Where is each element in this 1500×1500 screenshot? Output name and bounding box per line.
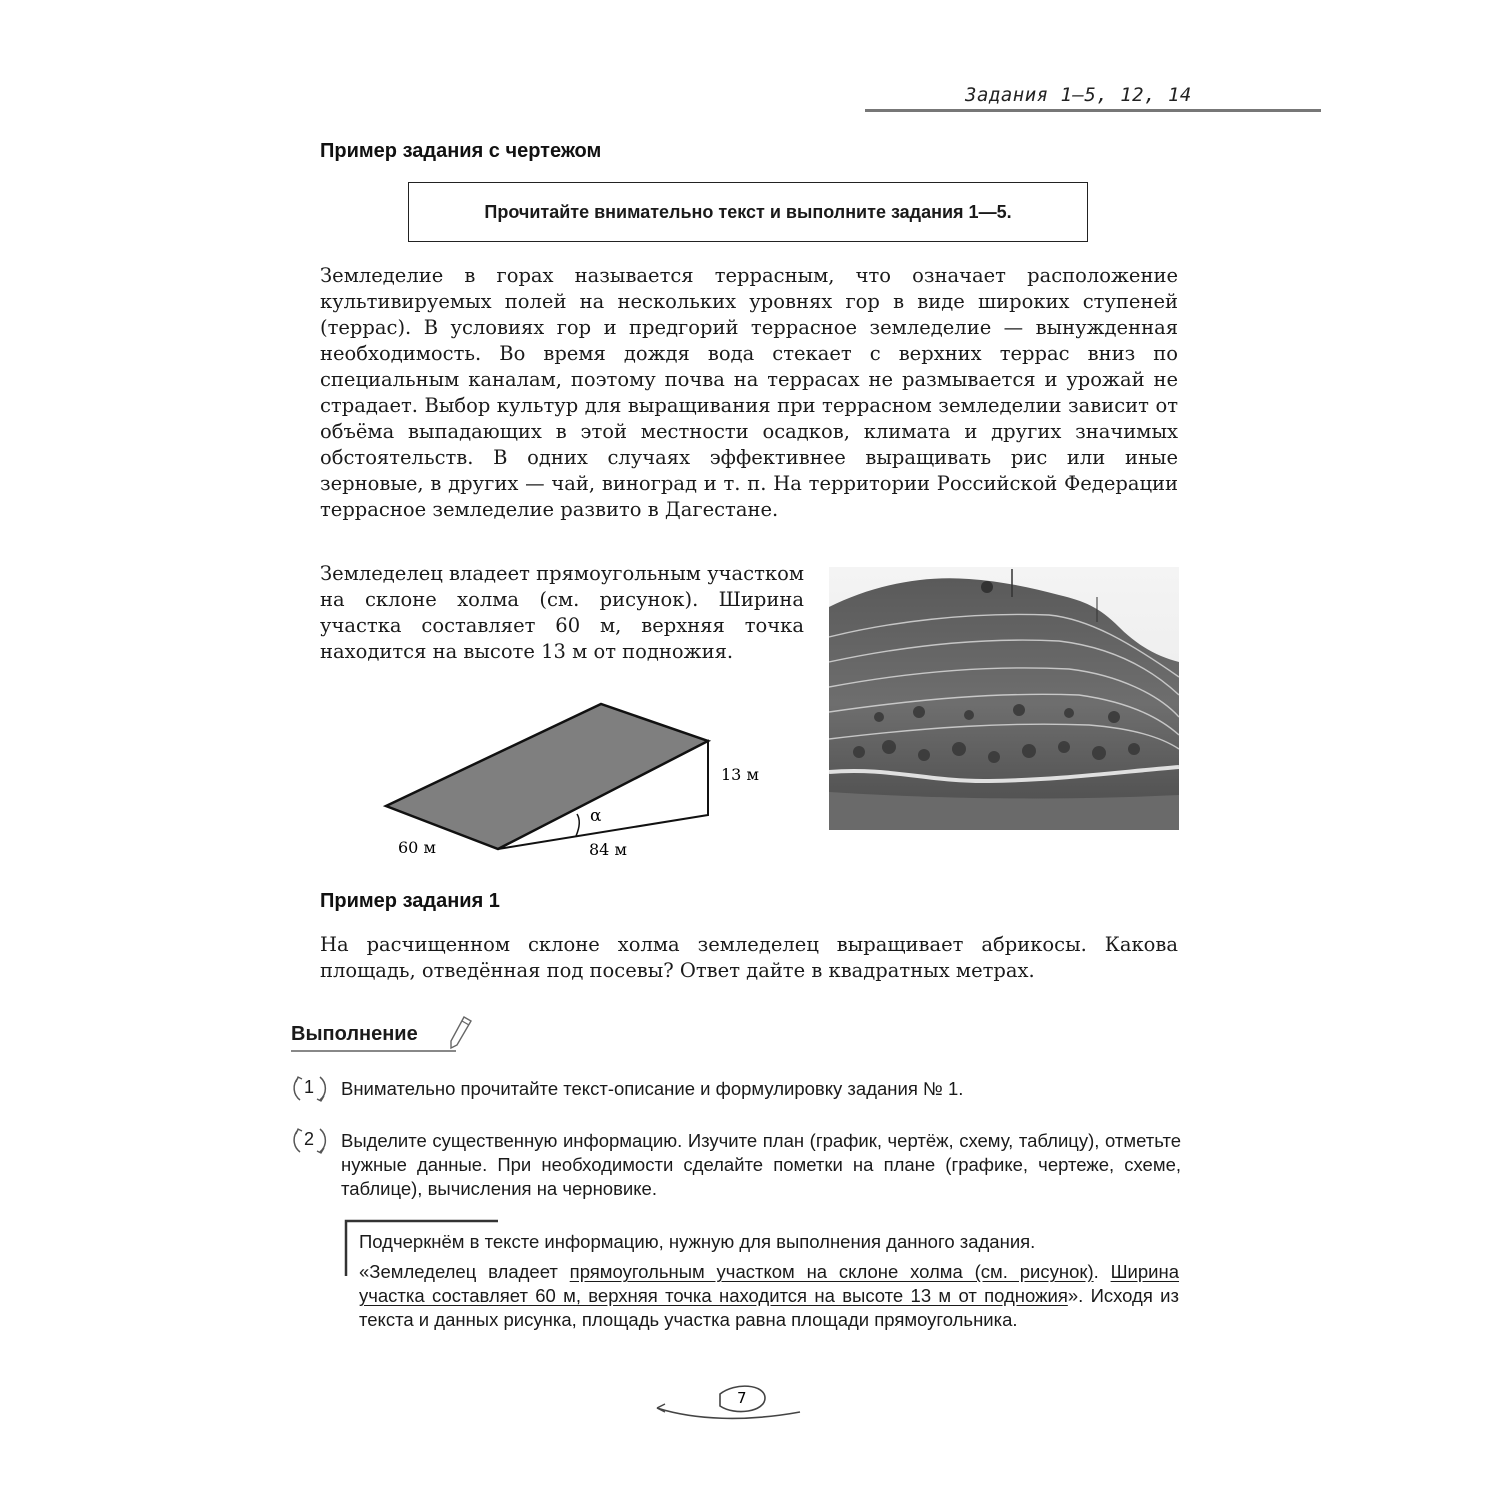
note-underline-1: прямоугольным участком на склоне холма (см. рисунок) bbox=[569, 1261, 1094, 1282]
page-number: 7 bbox=[737, 1389, 747, 1407]
step-1-number: 1 bbox=[304, 1077, 315, 1097]
intro-paragraph: Земледелие в горах называется террасным, что означает расположение культивируемых полей на нескольких уровнях гор в виде широких ступеней (террас). В условиях гор и предгорий террасное земледелие — вынужденная необходимость. Во время дождя вода стекает с верхних террас вниз по специальным каналам, поэтому почва на террасах не размывается и урожай не страдает. Выбор культур для выращивания при террасном земледелии зависит от объёма выпадающих в этой местности осадков, климата и других значимых обстоятельств. В одних случаях эффективнее выращивать рис или иные зерновые, в других — чай, виноград и т. п. На территории Российской Федерации террасное земледелие развито в Дагестане. bbox=[320, 264, 1178, 521]
step-2-text: Выделите существенную информацию. Изучите план (график, чертёж, схему, таблицу), отметьте нужные данные. При необходимости сделайте пометки на плане (графике, чертеже, схеме, таблице), вычисления на черновике. bbox=[341, 1130, 1181, 1199]
slope-diagram bbox=[370, 690, 790, 870]
solution-underline bbox=[291, 1050, 456, 1052]
instruction-text: Прочитайте внимательно текст и выполните задания 1—5. bbox=[484, 201, 1012, 222]
pencil-icon bbox=[448, 1015, 474, 1051]
note-intro: Подчеркнём в тексте информацию, нужную для выполнения данного задания. bbox=[359, 1231, 1036, 1252]
example-title: Пример задания 1 bbox=[320, 890, 500, 912]
angle-label: α bbox=[590, 806, 602, 826]
header-rule bbox=[865, 109, 1321, 112]
solution-heading: Выполнение bbox=[291, 1023, 418, 1045]
question-paragraph: На расчищенном склоне холма земледелец выращивает абрикосы. Какова площадь, отведённая под посевы? Ответ дайте в квадратных метрах. bbox=[320, 933, 1178, 982]
instruction-box bbox=[408, 182, 1088, 242]
width-label: 60 м bbox=[398, 838, 436, 857]
note-quote-mid: . bbox=[1093, 1261, 1111, 1282]
base-label: 84 м bbox=[589, 840, 627, 859]
step-1-text: Внимательно прочитайте текст-описание и формулировку задания № 1. bbox=[341, 1078, 964, 1099]
note-quote bbox=[359, 1260, 1179, 1332]
running-header: Задания 1—5, 12, 14 bbox=[965, 84, 1192, 106]
note-quote-open: «Земледелец владеет bbox=[359, 1261, 570, 1282]
step-2-number: 2 bbox=[304, 1129, 315, 1149]
terrace-photo bbox=[829, 567, 1179, 830]
page-number-ornament bbox=[655, 1380, 805, 1430]
plot-paragraph: Земледелец владеет прямоугольным участком на склоне холма (см. рисунок). Ширина участка составляет 60 м, верхняя точка находится на высоте 13 м от подножия. bbox=[320, 562, 804, 663]
step-2-number-icon bbox=[290, 1120, 330, 1160]
height-label: 13 м bbox=[721, 765, 759, 784]
note-underline-2: Ширина участка составляет 60 м, верхняя точка находится на высоте 13 м от подножия bbox=[359, 1261, 1180, 1306]
section-title: Пример задания с чертежом bbox=[320, 140, 602, 162]
note-block bbox=[359, 1230, 1179, 1332]
step-1-number-icon bbox=[290, 1068, 330, 1108]
note-quote-tail: ». Исходя из текста и данных рисунка, площадь участка равна площади прямоугольника. bbox=[359, 1285, 1179, 1330]
